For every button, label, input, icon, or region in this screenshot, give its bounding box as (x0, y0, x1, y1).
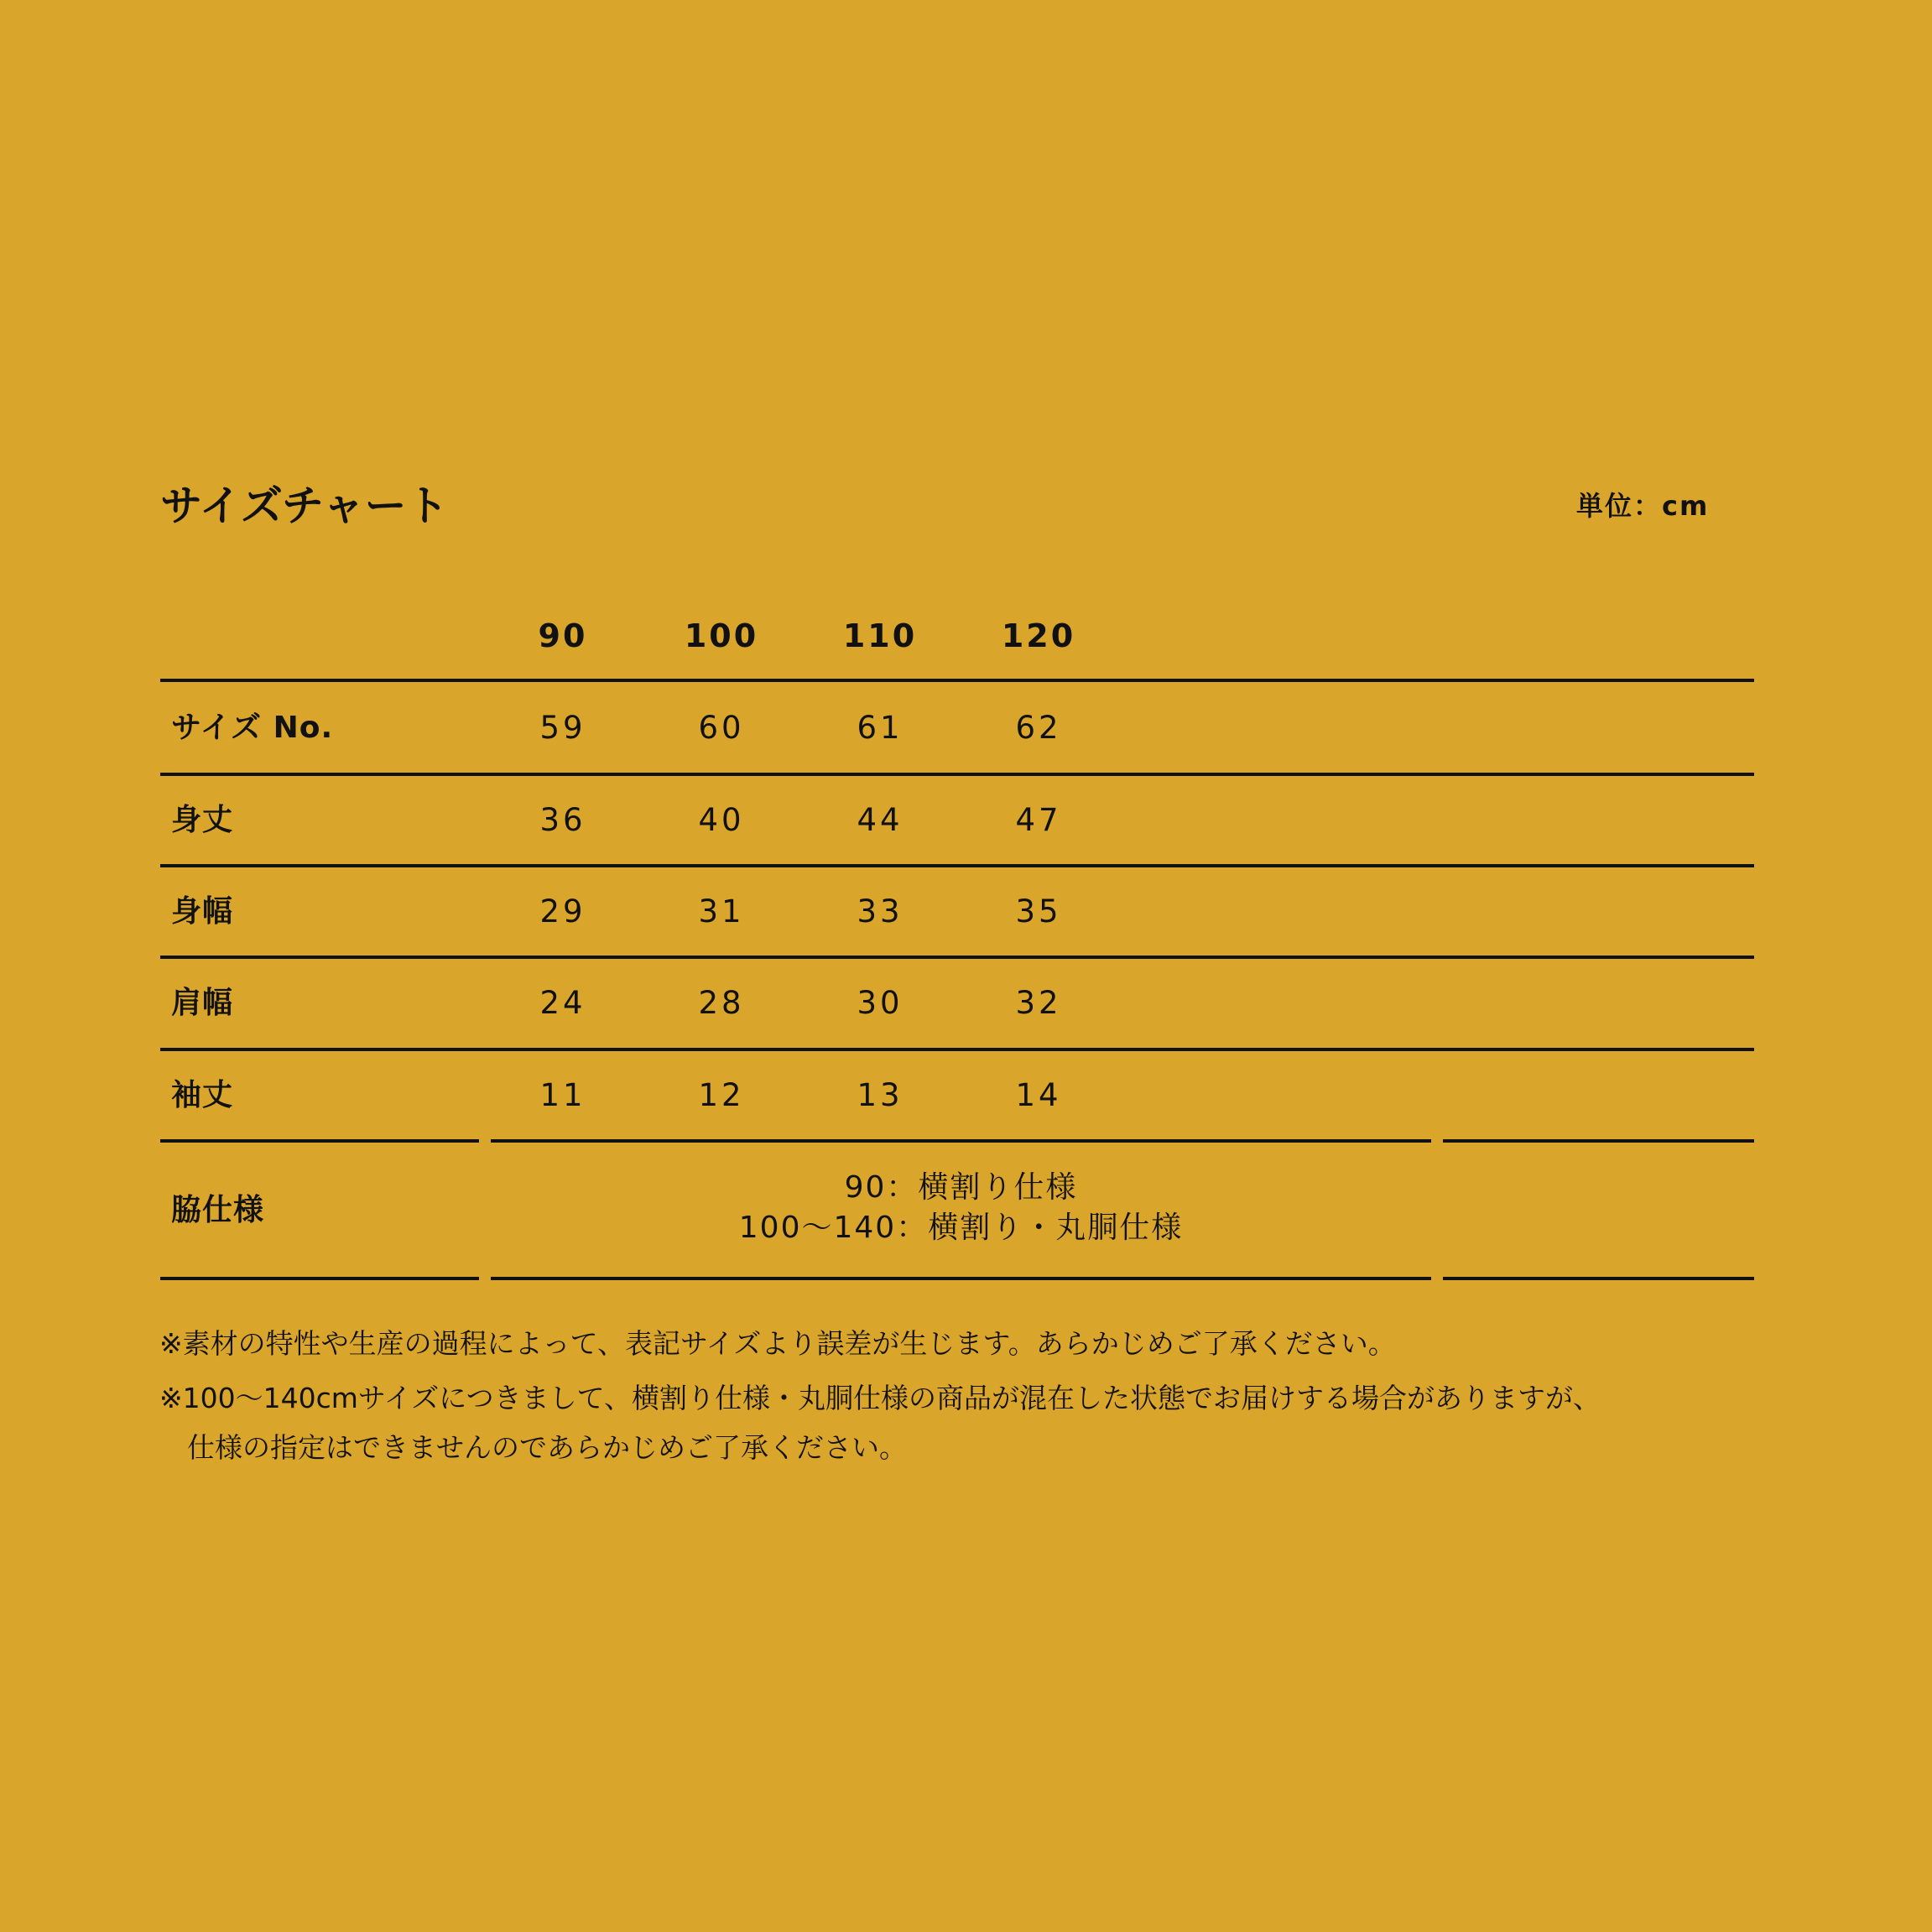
note-text: ※100〜140cmサイズにつきまして、横割り仕様・丸胴仕様の商品が混在した状態でお届けする場合がありますが、 (159, 1382, 1601, 1414)
table-cell: 12 (698, 1077, 745, 1113)
unit-label: 単位：cm (1576, 490, 1710, 522)
table-cell: 31 (698, 893, 745, 930)
table-cell: 62 (1015, 710, 1062, 746)
column-header-120: 120 (1001, 617, 1076, 654)
table-cell: 59 (539, 710, 586, 746)
column-header-90: 90 (538, 617, 588, 654)
table-rule (160, 864, 1754, 867)
side-spec-text (491, 1168, 1431, 1248)
column-header-100: 100 (684, 617, 759, 654)
table-cell: 11 (539, 1077, 586, 1113)
table-cell: 36 (539, 802, 586, 838)
table-cell: 28 (698, 985, 745, 1021)
table-rule (160, 1048, 1754, 1051)
table-cell: 24 (539, 985, 586, 1021)
row-label-shoulder-width: 肩幅 (171, 986, 234, 1020)
table-cell: 33 (857, 893, 904, 930)
side-spec-line: 100〜140：横割り・丸胴仕様 (738, 1211, 1184, 1245)
table-rule (160, 1139, 479, 1143)
table-cell: 60 (698, 710, 745, 746)
table-cell: 40 (698, 802, 745, 838)
table-cell: 35 (1015, 893, 1062, 930)
table-cell: 13 (857, 1077, 904, 1113)
table-cell: 44 (857, 802, 904, 838)
column-header-110: 110 (842, 617, 918, 654)
table-cell: 14 (1015, 1077, 1062, 1113)
table-rule (491, 1277, 1431, 1280)
table-cell: 61 (857, 710, 904, 746)
row-label-body-width: 身幅 (171, 894, 234, 929)
row-label-body-length: 身丈 (171, 803, 234, 837)
table-rule (1443, 1139, 1754, 1143)
table-cell: 29 (539, 893, 586, 930)
table-cell: 47 (1015, 802, 1062, 838)
table-rule (160, 956, 1754, 959)
row-label-sleeve-length: 袖丈 (171, 1078, 234, 1112)
note-text: 仕様の指定はできませんのであらかじめご了承ください。 (159, 1431, 907, 1464)
table-rule (1443, 1277, 1754, 1280)
table-rule (160, 679, 1754, 682)
table-rule (491, 1139, 1431, 1143)
row-label-side-spec: 脇仕様 (171, 1193, 265, 1227)
table-cell: 32 (1015, 985, 1062, 1021)
note-text: ※素材の特性や生産の過程によって、表記サイズより誤差が生じます。あらかじめご了承ください。 (159, 1327, 1396, 1360)
table-cell: 30 (857, 985, 904, 1021)
side-spec-line: 90：横割り仕様 (844, 1170, 1078, 1205)
page-title: サイズチャート (160, 482, 449, 530)
table-rule (160, 1277, 479, 1280)
table-rule (160, 773, 1754, 776)
row-label-size-no: サイズ No. (171, 711, 334, 745)
